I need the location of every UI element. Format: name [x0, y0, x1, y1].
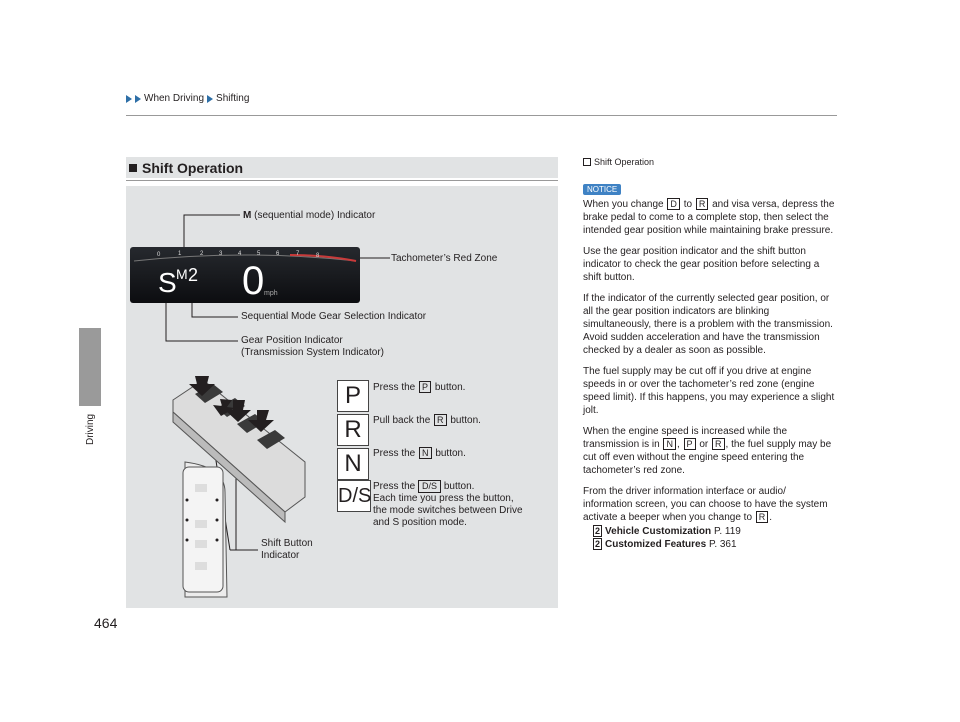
- tach-tick-3: 3: [219, 251, 223, 257]
- p5-or: or: [699, 439, 709, 450]
- ds-key-icon: D/S: [418, 480, 441, 493]
- step-n-pre: Press the: [373, 448, 416, 459]
- ref-customized-features[interactable]: [583, 538, 835, 551]
- gear-position-label: [241, 335, 384, 359]
- chevron-right-icon: [126, 95, 132, 103]
- breadcrumb: [126, 93, 249, 104]
- d-key-icon: D: [667, 198, 680, 210]
- tachometer-display: [130, 247, 360, 303]
- step-p-text: [373, 381, 465, 394]
- para-5: When the engine speed is increased while the transmission is in N , P or R , the fuel supply may be cut off even without the engine speed entering the tachometer’s red zone.: [583, 426, 832, 476]
- p6-a: From the driver information interface or audio/ information screen, you can choose to have the system activate a beeper when you change to: [583, 486, 828, 523]
- notes-title-text: Shift Operation: [594, 157, 655, 167]
- notice-paragraph: [583, 198, 835, 237]
- reference-arrow-icon: 2: [595, 539, 601, 549]
- breadcrumb-when-driving[interactable]: When Driving: [144, 93, 205, 104]
- shift-button-indicator-line2: Indicator: [261, 550, 300, 561]
- m-indicator: M: [176, 266, 188, 282]
- gear-position-label-line2: (Transmission System Indicator): [241, 347, 384, 358]
- shift-button-indicator-line1: Shift Button: [261, 538, 313, 549]
- notes-title: [583, 157, 835, 167]
- gear-position-label-line1: Gear Position Indicator: [241, 335, 343, 346]
- shift-console-illustration: [165, 372, 315, 604]
- note-box-icon: [583, 158, 591, 166]
- r-key-icon: R: [756, 511, 769, 523]
- chapter-tab: [79, 328, 101, 406]
- ref2-page: P. 361: [708, 539, 737, 550]
- p1-b: to: [683, 199, 693, 210]
- step-ds-line4: and S position mode.: [373, 517, 467, 528]
- tach-tick-5: 5: [257, 251, 261, 257]
- breadcrumb-shifting[interactable]: Shifting: [216, 93, 250, 104]
- m-indicator-label: [243, 210, 375, 222]
- step-ds-line3: the mode switches between Drive: [373, 505, 523, 516]
- p1-a: When you change: [583, 199, 664, 210]
- m-indicator-label-bold: M: [243, 210, 252, 221]
- section-square-icon: [129, 164, 137, 172]
- tach-tick-1: 1: [178, 251, 182, 257]
- ref1-page: P. 119: [713, 526, 741, 537]
- step-ds-line2: Each time you press the button,: [373, 493, 514, 504]
- m-indicator-label-rest: (sequential mode) Indicator: [251, 210, 376, 221]
- p-key-icon: P: [684, 438, 696, 450]
- sequential-gear-number: 2: [188, 265, 199, 285]
- section-rule: [126, 180, 558, 181]
- chevron-right-icon: [135, 95, 141, 103]
- ref2-title: Customized Features: [605, 539, 707, 550]
- reference-arrow-icon: 2: [595, 526, 601, 536]
- tach-red-zone-label: Tachometer’s Red Zone: [391, 253, 498, 264]
- r-key-icon: R: [712, 438, 725, 450]
- step-p-post: button.: [434, 382, 466, 393]
- page-number: 464: [94, 615, 118, 631]
- r-key-icon: R: [434, 414, 447, 426]
- para-3b: Avoid sudden acceleration and have the transmission checked by a dealer as soon as possible.: [583, 332, 820, 356]
- p5-a: When the engine speed is increased while the transmission is in: [583, 426, 788, 450]
- n-key-icon: N: [663, 438, 676, 450]
- seq-gear-selection-label: Sequential Mode Gear Selection Indicator: [241, 311, 427, 322]
- tach-tick-0: 0: [157, 252, 161, 258]
- section-header: [126, 157, 558, 178]
- n-key-icon: N: [419, 447, 432, 459]
- tach-tick-7: 7: [296, 251, 300, 257]
- step-n-post: button.: [435, 448, 466, 459]
- ref1-title: Vehicle Customization: [605, 526, 712, 537]
- speed-unit: mph: [264, 290, 278, 297]
- gear-icon-p: P: [337, 380, 369, 412]
- para-6: From the driver information interface or audio/ information screen, you can choose to have the system activate a beeper when you change to R .: [583, 486, 828, 523]
- chevron-right-icon: [207, 95, 213, 103]
- tach-tick-4: 4: [238, 251, 242, 257]
- gear-icon-n: N: [337, 448, 369, 480]
- header-rule: [126, 115, 837, 116]
- step-n-text: [373, 447, 466, 460]
- tach-tick-8: 8: [316, 253, 320, 259]
- gear-icon-ds: D/S: [337, 480, 371, 512]
- p5-b: , the fuel supply may be cut off even without the engine speed entering the tachometer’s red zone.: [583, 439, 832, 476]
- p1-c: and visa versa, depress the brake pedal to come to a complete stop, then select the intended gear position while maintaining brake pressure.: [583, 199, 835, 236]
- side-notes: [583, 157, 835, 551]
- notice-badge: NOTICE: [583, 184, 621, 195]
- step-ds-post: button.: [443, 481, 475, 492]
- para-2: Use the gear position indicator and the shift button indicator to check the gear position before selecting a shift button.: [583, 246, 820, 283]
- shift-button-indicator-label: [261, 538, 313, 562]
- section-title: Shift Operation: [142, 159, 244, 176]
- step-r-pre: Pull back the: [373, 415, 431, 426]
- gear-icon-r: R: [337, 414, 369, 446]
- speed-value: 0: [242, 259, 265, 303]
- chapter-label: Driving: [85, 413, 96, 445]
- para-4: The fuel supply may be cut off if you drive at engine speeds in or over the tachometer’s red zone (engine speed limit). If this happens, you may experience a slight jolt.: [583, 366, 835, 416]
- gear-position-letter: S: [158, 267, 177, 298]
- para-3: If the indicator of the currently selected gear position, or all the gear position indicators are blinking simultaneously, there is a problem with the transmission.: [583, 293, 833, 330]
- tach-tick-6: 6: [276, 251, 280, 257]
- step-r-post: button.: [450, 415, 481, 426]
- p-key-icon: P: [419, 381, 431, 393]
- step-ds-text: [373, 480, 523, 529]
- step-r-text: [373, 414, 481, 427]
- step-ds-pre: Press the: [373, 481, 416, 492]
- ref-vehicle-customization[interactable]: [583, 525, 835, 538]
- tach-tick-2: 2: [200, 251, 204, 257]
- step-p-pre: Press the: [373, 382, 416, 393]
- r-key-icon: R: [696, 198, 709, 210]
